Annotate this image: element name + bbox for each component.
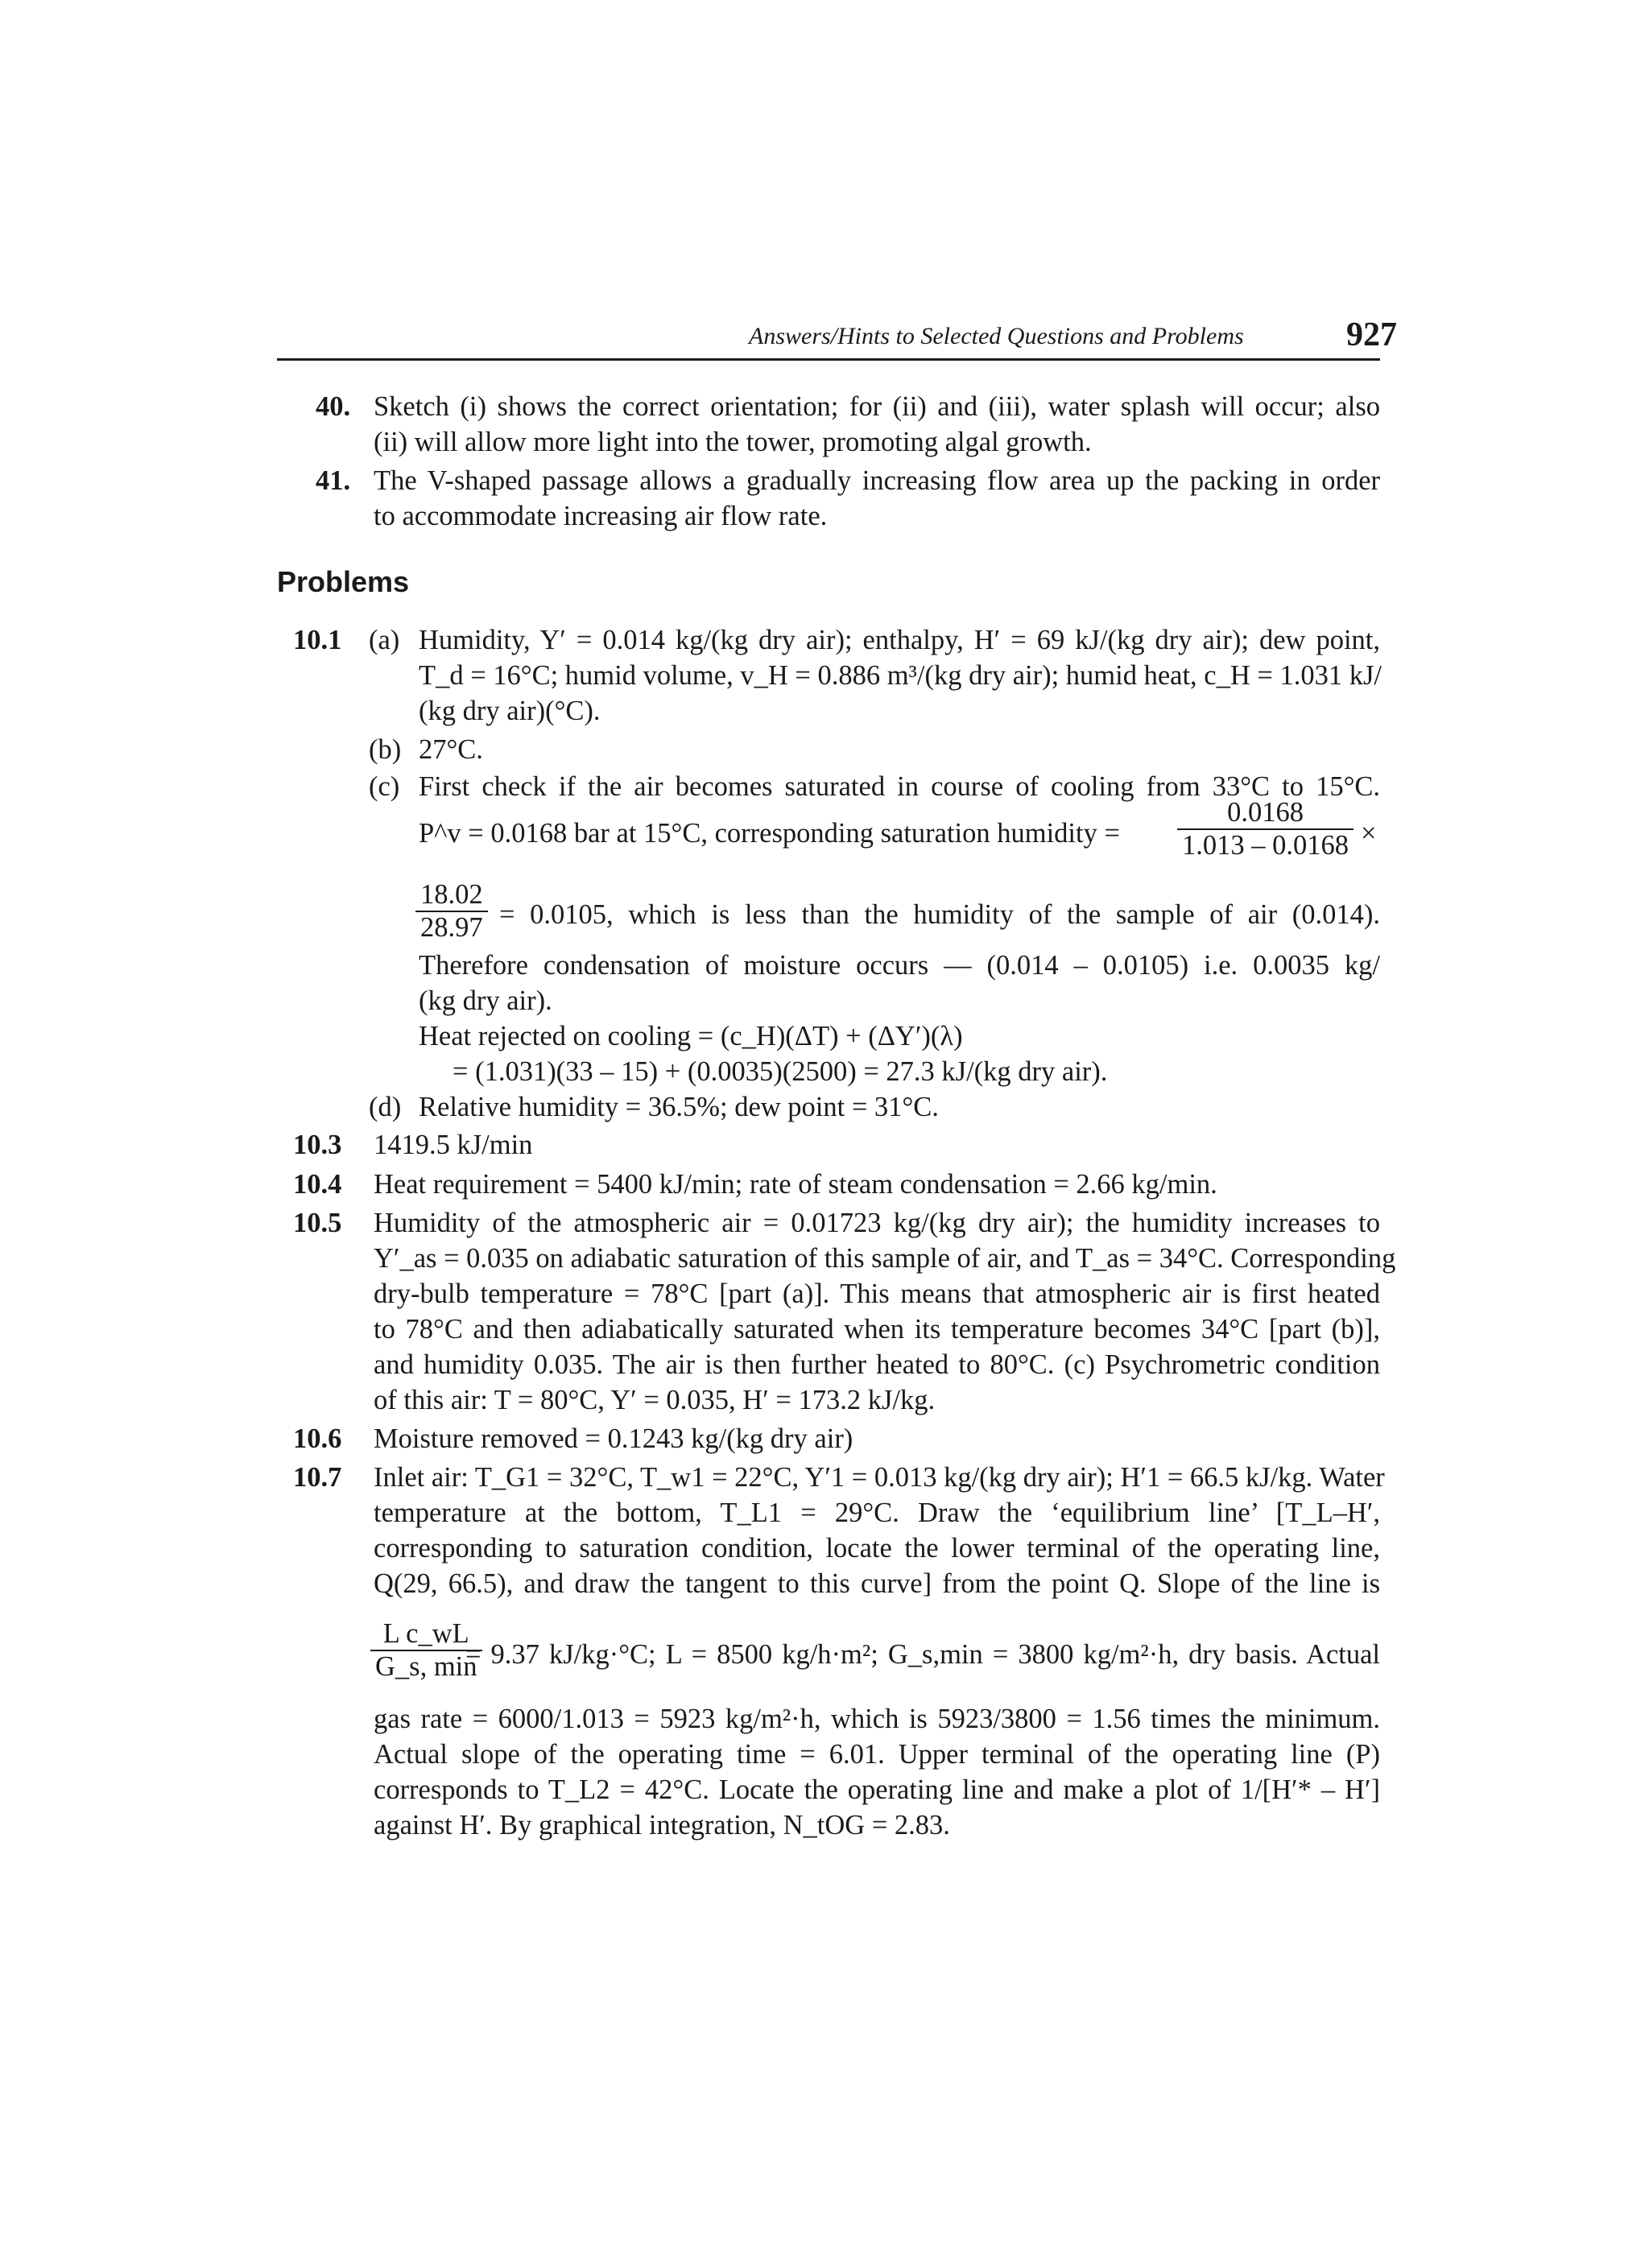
part-a-line: T_d = 16°C; humid volume, v_H = 0.886 m³/(kg dry air); humid heat, c_H = 1.031 kJ/ <box>419 660 1382 691</box>
problem-text-line: temperature at the bottom, T_L1 = 29°C. Draw the ‘equilibrium line’ [T_L–H′, <box>374 1498 1380 1528</box>
part-d-text: Relative humidity = 36.5%; dew point = 31°C. <box>419 1092 939 1122</box>
fraction-denominator: 1.013 – 0.0168 <box>1177 828 1354 861</box>
problem-text-line: corresponding to saturation condition, locate the lower terminal of the operating line, <box>374 1533 1380 1564</box>
problem-text-line: Q(29, 66.5), and draw the tangent to this curve] from the point Q. Slope of the line is <box>374 1568 1380 1599</box>
problem-text: 1419.5 kJ/min <box>374 1130 533 1160</box>
part-c-line: Therefore condensation of moisture occurs — (0.014 – 0.0105) i.e. 0.0035 kg/ <box>419 950 1380 981</box>
part-c-line: Heat rejected on cooling = (c_H)(ΔT) + (ΔY′)(λ) <box>419 1021 963 1051</box>
fraction-numerator: L c_wL <box>382 1618 469 1649</box>
problem-text-line: corresponds to T_L2 = 42°C. Locate the operating line and make a plot of 1/[H′* – H′] <box>374 1774 1380 1805</box>
part-c-result: = 0.0105, which is less than the humidity of the sample of air (0.014). <box>499 899 1380 930</box>
part-b-text: 27°C. <box>419 734 483 765</box>
times-sign: × <box>1361 818 1377 849</box>
problem-text-line: dry-bulb temperature = 78°C [part (a)]. This means that atmospheric air is first heated <box>374 1279 1380 1309</box>
problem-text-line: Inlet air: T_G1 = 32°C, T_w1 = 22°C, Y′1 = 0.013 kg/(kg dry air); H′1 = 66.5 kJ/kg. Water <box>374 1462 1385 1493</box>
part-label-c: (c) <box>369 771 400 802</box>
part-a-line: (kg dry air)(°C). <box>419 696 601 726</box>
problem-text-line: against H′. By graphical integration, N_tOG = 2.83. <box>374 1810 950 1840</box>
problem-number: 10.1 <box>293 625 342 655</box>
part-c-line: (kg dry air). <box>419 985 552 1016</box>
fraction-saturation-humidity <box>1177 797 1354 861</box>
problem-text-line: Actual slope of the operating time = 6.01. Upper terminal of the operating line (P) <box>374 1739 1380 1770</box>
part-c-line: First check if the air becomes saturated in course of cooling from 33°C to 15°C. <box>419 771 1380 802</box>
part-c-line: = (1.031)(33 – 15) + (0.0035)(2500) = 27.3 kJ/(kg dry air). <box>453 1056 1108 1087</box>
page-number: 927 <box>1346 316 1397 353</box>
fraction-numerator: 18.02 <box>420 879 483 910</box>
problem-number: 10.3 <box>293 1130 342 1160</box>
part-label-b: (b) <box>369 734 402 765</box>
problem-text-line: of this air: T = 80°C, Y′ = 0.035, H′ = 173.2 kJ/kg. <box>374 1385 936 1415</box>
section-heading: Problems <box>277 565 410 598</box>
question-text-line: Sketch (i) shows the correct orientation; for (ii) and (iii), water splash will occur; also <box>374 391 1380 422</box>
running-head: Answers/Hints to Selected Questions and Problems <box>749 323 1244 349</box>
fraction-numerator: 0.0168 <box>1227 797 1304 828</box>
problem-text-line: gas rate = 6000/1.013 = 5923 kg/m²·h, which is 5923/3800 = 1.56 times the minimum. <box>374 1704 1380 1734</box>
question-text-line: The V-shaped passage allows a gradually increasing flow area up the packing in order <box>374 465 1380 496</box>
problem-number: 10.7 <box>293 1462 342 1493</box>
problem-text: Moisture removed = 0.1243 kg/(kg dry air) <box>374 1423 853 1454</box>
problem-number: 10.4 <box>293 1169 342 1200</box>
fraction-denominator: 28.97 <box>415 911 488 944</box>
question-number: 40. <box>316 391 351 422</box>
problem-text-line: to 78°C and then adiabatically saturated when its temperature becomes 34°C [part (b)], <box>374 1314 1380 1345</box>
part-label-a: (a) <box>369 625 400 655</box>
problem-text-line: and humidity 0.035. The air is then further heated to 80°C. (c) Psychrometric condition <box>374 1349 1380 1380</box>
question-text-line: (ii) will allow more light into the tower, promoting algal growth. <box>374 427 1092 457</box>
problem-text: Heat requirement = 5400 kJ/min; rate of steam condensation = 2.66 kg/min. <box>374 1169 1217 1200</box>
question-text-line: to accommodate increasing air flow rate. <box>374 501 828 531</box>
problem-number: 10.6 <box>293 1423 342 1454</box>
problem-text-line: Y′_as = 0.035 on adiabatic saturation of this sample of air, and T_as = 34°C. Corresponding <box>374 1243 1396 1274</box>
part-a-line: Humidity, Y′ = 0.014 kg/(kg dry air); enthalpy, H′ = 69 kJ/(kg dry air); dew point, <box>419 625 1380 655</box>
part-c-pv-text: P^v = 0.0168 bar at 15°C, corresponding saturation humidity = <box>419 818 1120 849</box>
question-number: 41. <box>316 465 351 496</box>
part-label-d: (d) <box>369 1092 402 1122</box>
problem-number: 10.5 <box>293 1208 342 1238</box>
header-rule <box>277 358 1380 361</box>
fraction-molar-mass-ratio <box>415 879 488 944</box>
fraction-denominator: G_s, min <box>370 1650 482 1683</box>
problem-text-line: Humidity of the atmospheric air = 0.01723 kg/(kg dry air); the humidity increases to <box>374 1208 1380 1238</box>
fraction-result: = 9.37 kJ/kg·°C; L = 8500 kg/h·m²; G_s,min = 3800 kg/m²·h, dry basis. Actual <box>465 1639 1380 1670</box>
